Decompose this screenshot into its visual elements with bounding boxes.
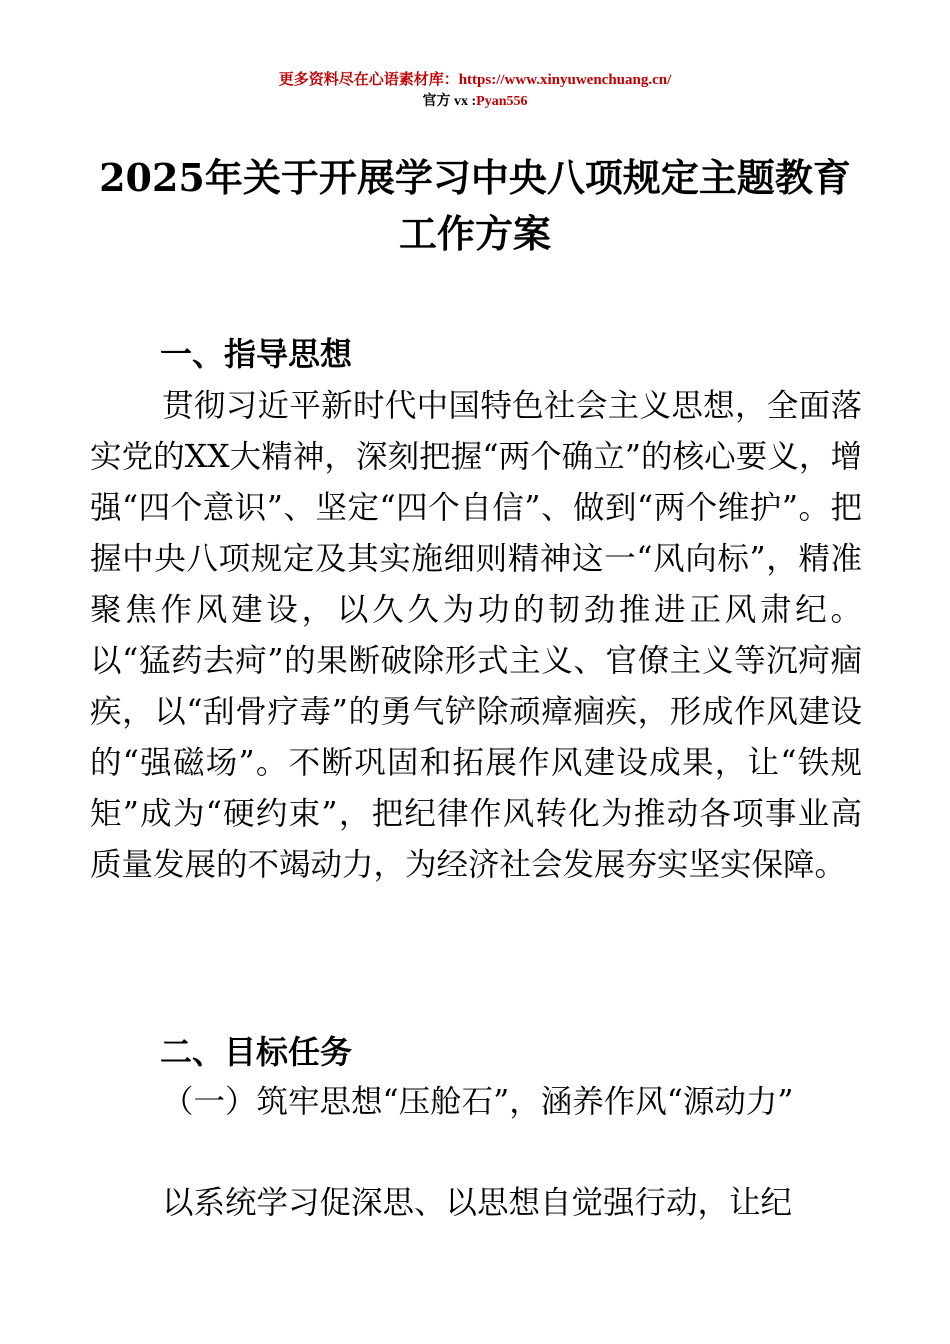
contact-label: 官方 vx : [422,94,477,109]
section-subheading-objectives: （一）筑牢思想“压舱石”，涵养作风“源动力” [162,1084,794,1120]
promo-header [0,68,950,89]
promo-text: 更多资料尽在心语素材库：https://www.xinyuwenchuang.cn/ [278,72,672,88]
section-heading-guiding-ideology: 一、指导思想 [160,335,353,373]
section-paragraph-guiding-ideology: 贯彻习近平新时代中国特色社会主义思想，全面落实党的XX大精神，深刻把握“两个确立”的核心要义，增强“四个意识”、坚定“四个自信”、做到“两个维护”。把握中央八项规定及其实施细则精神这一“风向标”，精准聚焦作风建设，以久久为功的韧劲推进正风肃纪。以“猛药去疴”的果断破除形式主义、官僚主义等沉疴痼疾，以“刮骨疗毒”的勇气铲除顽瘴痼疾，形成作风建设的“强磁场”。不断巩固和拓展作风建设成果，让“铁规矩”成为“硬约束”，把纪律作风转化为推动各项事业高质量发展的不竭动力，为经济社会发展夯实坚实保障。 [90,388,862,883]
section-heading-objectives: 二、目标任务 [160,1033,353,1071]
contact-value: Pyan556 [476,94,528,109]
contact-header [0,90,950,110]
section-paragraph-objectives: 以系统学习促深思、以思想自觉强行动，让纪 [162,1185,793,1221]
document-title: 2025年关于开展学习中央八项规定主题教育工作方案 [99,155,851,256]
